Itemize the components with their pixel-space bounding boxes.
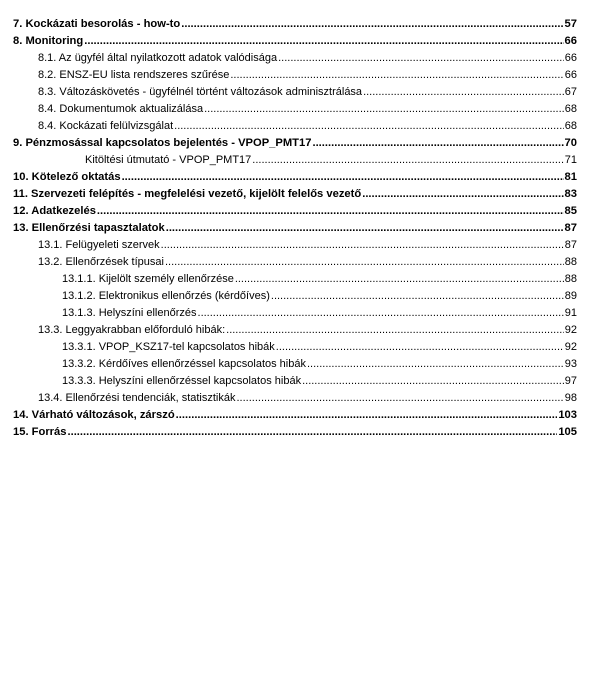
toc-entry-page: 83 [564, 188, 577, 200]
toc-entry[interactable] [0, 186, 597, 203]
dot-leader [67, 424, 557, 441]
toc-entry-title: 13.1.2. Elektronikus ellenőrzés (kérdőíves) [62, 290, 270, 302]
toc-entry-title: 14. Várható változások, zárszó [13, 409, 175, 421]
toc-entry-page: 103 [558, 409, 577, 421]
dot-leader [230, 67, 563, 84]
toc-entry[interactable] [0, 254, 597, 271]
toc-entry-page: 98 [564, 392, 577, 404]
toc-entry[interactable] [0, 101, 597, 118]
toc-entry-page: 66 [564, 35, 577, 47]
toc-entry[interactable] [0, 390, 597, 407]
toc-entry[interactable] [0, 118, 597, 135]
toc-entry[interactable] [0, 16, 597, 33]
toc-entry[interactable] [0, 373, 597, 390]
toc-entry-title: 9. Pénzmosással kapcsolatos bejelentés - VPOP_PMT17 [13, 137, 312, 149]
dot-leader [302, 373, 564, 390]
toc-entry[interactable] [0, 135, 597, 152]
toc-entry-page: 68 [564, 120, 577, 132]
toc-entry-title: 8.3. Változáskövetés - ügyfélnél történt változások adminisztrálása [38, 86, 363, 98]
dot-leader [362, 186, 563, 203]
dot-leader [84, 33, 563, 50]
toc-entry-title: 8.4. Dokumentumok aktualizálása [38, 103, 204, 115]
toc-entry-page: 81 [564, 171, 577, 183]
toc-entry[interactable] [0, 305, 597, 322]
toc-entry-title: 7. Kockázati besorolás - how-to [13, 18, 181, 30]
toc-entry[interactable] [0, 237, 597, 254]
table-of-contents [0, 16, 597, 441]
dot-leader [97, 203, 564, 220]
toc-entry[interactable] [0, 169, 597, 186]
toc-entry-title: Kitöltési útmutató - VPOP_PMT17 [85, 154, 252, 166]
dot-leader [174, 118, 564, 135]
toc-entry[interactable] [0, 407, 597, 424]
toc-entry-title: 13.1.3. Helyszíni ellenőrzés [62, 307, 197, 319]
toc-entry-title: 13.2. Ellenőrzések típusai [38, 256, 164, 268]
toc-entry-title: 13.3.3. Helyszíni ellenőrzéssel kapcsolatos hibák [62, 375, 302, 387]
toc-entry-page: 92 [564, 341, 577, 353]
dot-leader [271, 288, 564, 305]
toc-entry[interactable] [0, 322, 597, 339]
toc-entry-title: 12. Adatkezelés [13, 205, 96, 217]
toc-entry[interactable] [0, 67, 597, 84]
toc-entry-page: 88 [564, 256, 577, 268]
toc-entry-page: 66 [564, 69, 577, 81]
toc-entry[interactable] [0, 356, 597, 373]
toc-entry[interactable] [0, 424, 597, 441]
toc-entry-title: 8.2. ENSZ-EU lista rendszeres szűrése [38, 69, 230, 81]
dot-leader [278, 50, 564, 67]
toc-entry-page: 68 [564, 103, 577, 115]
toc-entry[interactable] [0, 220, 597, 237]
toc-entry-page: 97 [564, 375, 577, 387]
dot-leader [235, 271, 564, 288]
toc-entry-page: 71 [564, 154, 577, 166]
toc-entry-page: 87 [564, 222, 577, 234]
dot-leader [176, 407, 558, 424]
toc-entry[interactable] [0, 84, 597, 101]
toc-entry-page: 70 [564, 137, 577, 149]
dot-leader [165, 254, 564, 271]
toc-entry-page: 105 [558, 426, 577, 438]
dot-leader [237, 390, 564, 407]
toc-entry-title: 10. Kötelező oktatás [13, 171, 121, 183]
toc-entry-title: 8.1. Az ügyfél által nyilatkozott adatok valódisága [38, 52, 278, 64]
toc-entry[interactable] [0, 339, 597, 356]
toc-entry-page: 88 [564, 273, 577, 285]
toc-entry-page: 89 [564, 290, 577, 302]
toc-entry-title: 13.3.2. Kérdőíves ellenőrzéssel kapcsolatos hibák [62, 358, 306, 370]
toc-entry-page: 67 [564, 86, 577, 98]
toc-entry-page: 87 [564, 239, 577, 251]
toc-entry[interactable] [0, 271, 597, 288]
toc-entry-page: 92 [564, 324, 577, 336]
toc-entry[interactable] [0, 50, 597, 67]
dot-leader [363, 84, 564, 101]
toc-entry[interactable] [0, 288, 597, 305]
dot-leader [312, 135, 563, 152]
toc-entry-title: 13.3.1. VPOP_KSZ17-tel kapcsolatos hibák [62, 341, 275, 353]
toc-entry-title: 15. Forrás [13, 426, 67, 438]
toc-entry-title: 13.1. Felügyeleti szervek [38, 239, 160, 251]
dot-leader [198, 305, 564, 322]
toc-entry-title: 13. Ellenőrzési tapasztalatok [13, 222, 165, 234]
dot-leader [166, 220, 564, 237]
dot-leader [122, 169, 564, 186]
dot-leader [181, 16, 563, 33]
toc-entry-title: 13.3. Leggyakrabban előforduló hibák: [38, 324, 226, 336]
toc-entry-page: 91 [564, 307, 577, 319]
toc-entry-page: 93 [564, 358, 577, 370]
dot-leader [204, 101, 564, 118]
dot-leader [161, 237, 564, 254]
toc-entry-page: 57 [564, 18, 577, 30]
toc-entry[interactable] [0, 152, 597, 169]
toc-entry-title: 13.4. Ellenőrzési tendenciák, statisztikák [38, 392, 236, 404]
toc-entry[interactable] [0, 33, 597, 50]
toc-entry-page: 66 [564, 52, 577, 64]
toc-entry-title: 13.1.1. Kijelölt személy ellenőrzése [62, 273, 234, 285]
toc-entry[interactable] [0, 203, 597, 220]
dot-leader [226, 322, 564, 339]
toc-entry-title: 8. Monitoring [13, 35, 84, 47]
dot-leader [276, 339, 564, 356]
toc-entry-page: 85 [564, 205, 577, 217]
toc-entry-title: 11. Szervezeti felépítés - megfelelési vezető, kijelölt felelős vezető [13, 188, 362, 200]
dot-leader [307, 356, 564, 373]
dot-leader [252, 152, 563, 169]
toc-entry-title: 8.4. Kockázati felülvizsgálat [38, 120, 174, 132]
